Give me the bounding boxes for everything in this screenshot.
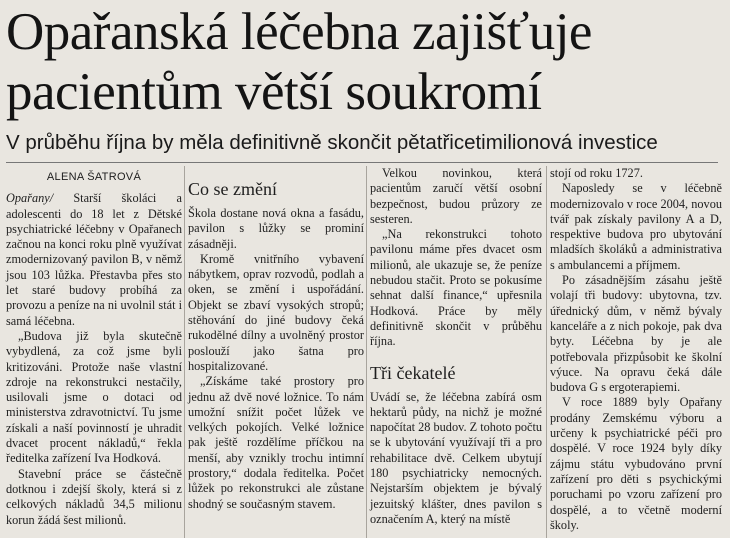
headline-line-1: Opařanská léčebna zajišťuje	[6, 3, 592, 61]
lead-text: Starší školáci a adolescenti do 18 let z Dětské psychiatrické léčebny v Opařanech začnou na konci roku plně využívat zmodernizovaný pavilon B, v němž jsou 103 lůžka. Přestavba přes sto let staré budovy probíhá za provozu a peníze na ni uvolnil stát i samá léčebna.	[6, 191, 182, 328]
paragraph: Stavební práce se částečně dotknou i zdejší školy, která si z celkových nákladů 34,5 milionu korun žádá šest milionů.	[6, 466, 182, 527]
paragraph: Velkou novinkou, která pacientům zaručí větší osobní bezpečnost, budou průzory ze sesteren.	[370, 166, 542, 226]
paragraph: V roce 1889 byly Opařany prodány Zemskému výboru a určeny k psychiatrické péči pro dospělé. V roce 1924 byly díky zájmu státu vybudováno první zařízení pro děti s psychickými poruchami po vzoru zařízení pro dospělé, a to včetně moderní školy.	[550, 395, 722, 532]
column-divider	[184, 166, 185, 538]
paragraph: „Na rekonstrukci tohoto pavilonu máme přes dvacet osm milionů, ale ukazuje se, že peníze nebudou stačit. Proto se pokusíme sehnat další finance,“ upřesnila Hodková. Práce by měly definitivně skončit v průběhu října.	[370, 227, 542, 349]
paragraph: „Budova již byla skutečně vybydlená, za což jsme byli kritizováni. Protože naše vlastní zdroje na rekonstrukci nestačily, usilovali jsme o dotaci od ministerstva zdravotnictví. Tu jsme získali a naší povinností je uhradit dvacet procent nákladů,“ řekla ředitelka zařízení Iva Hodková.	[6, 328, 182, 466]
paragraph: Kromě vnitřního vybavení nábytkem, oprav rozvodů, podlah a oken, se změní i uspořádání. Objekt se zbaví vysokých stropů; stěhování do jiné budovy čeká rukodělné dílny a uvolněný prostor poslouží jako šatna pro hospitalizované.	[188, 251, 364, 373]
headline	[6, 2, 716, 122]
column-divider	[546, 166, 547, 538]
dateline: Opařany/	[6, 191, 54, 206]
subheading: Tři čekatelé	[370, 362, 456, 383]
column-2	[188, 166, 364, 512]
column-4	[550, 166, 722, 533]
paragraph: Naposledy se v léčebně modernizovalo v roce 2004, novou tvář pak získaly pavilony A a D, respektive budova pro ubytování mladších školáků a administrativa s ambulancemi a příjmem.	[550, 181, 722, 272]
lead-paragraph	[6, 191, 182, 329]
deck-subtitle: V průběhu října by měla definitivně skončit pětatřicetimilionová investice	[6, 131, 658, 154]
paragraph: stojí od roku 1727.	[550, 166, 643, 180]
paragraph: „Získáme také prostory pro jednu až dvě nové ložnice. To nám umožní snížit počet lůžek ve velkých pokojích. Velké ložnice pak ještě rozdělíme příčkou na menší, aby vznikly trochu intimní prostory,“ dodala ředitelka. Počet lůžek po rekonstrukci ale zůstane shodný se současným stavem.	[188, 374, 364, 511]
paragraph: Uvádí se, že léčebna zabírá osm hektarů půdy, na nichž je možné napočítat 28 budov. Z tohoto počtu se k ubytování využívají tři a pro rehabilitace dvě. Celkem ubytují 180 psychiatricky nemocných. Nejstarším objektem je bývalý jezuitský klášter, dnes pavilon s označením A, který na místě	[370, 389, 543, 526]
byline: ALENA ŠATROVÁ	[46, 171, 142, 183]
subheading: Co se změní	[188, 179, 277, 199]
column-divider	[366, 166, 367, 538]
column-3	[370, 166, 542, 527]
column-1	[6, 166, 182, 528]
paragraph: Po zásadnějším zásahu ještě volají tři budovy: ubytovna, tzv. úřednický dům, v němž bývaly kanceláře a z nich pokoje, pak dva byty. Léčebna by je ale potřebovala přizpůsobit ke školní výuce. Na opravu čeká dále budova G s ergoterapiemi.	[550, 273, 722, 395]
headline-line-2: pacientům větší soukromí	[6, 63, 542, 121]
header-rule	[6, 162, 718, 163]
paragraph: Škola dostane nová okna a fasádu, pavilon s lůžky se prominí zásadněji.	[188, 206, 364, 251]
